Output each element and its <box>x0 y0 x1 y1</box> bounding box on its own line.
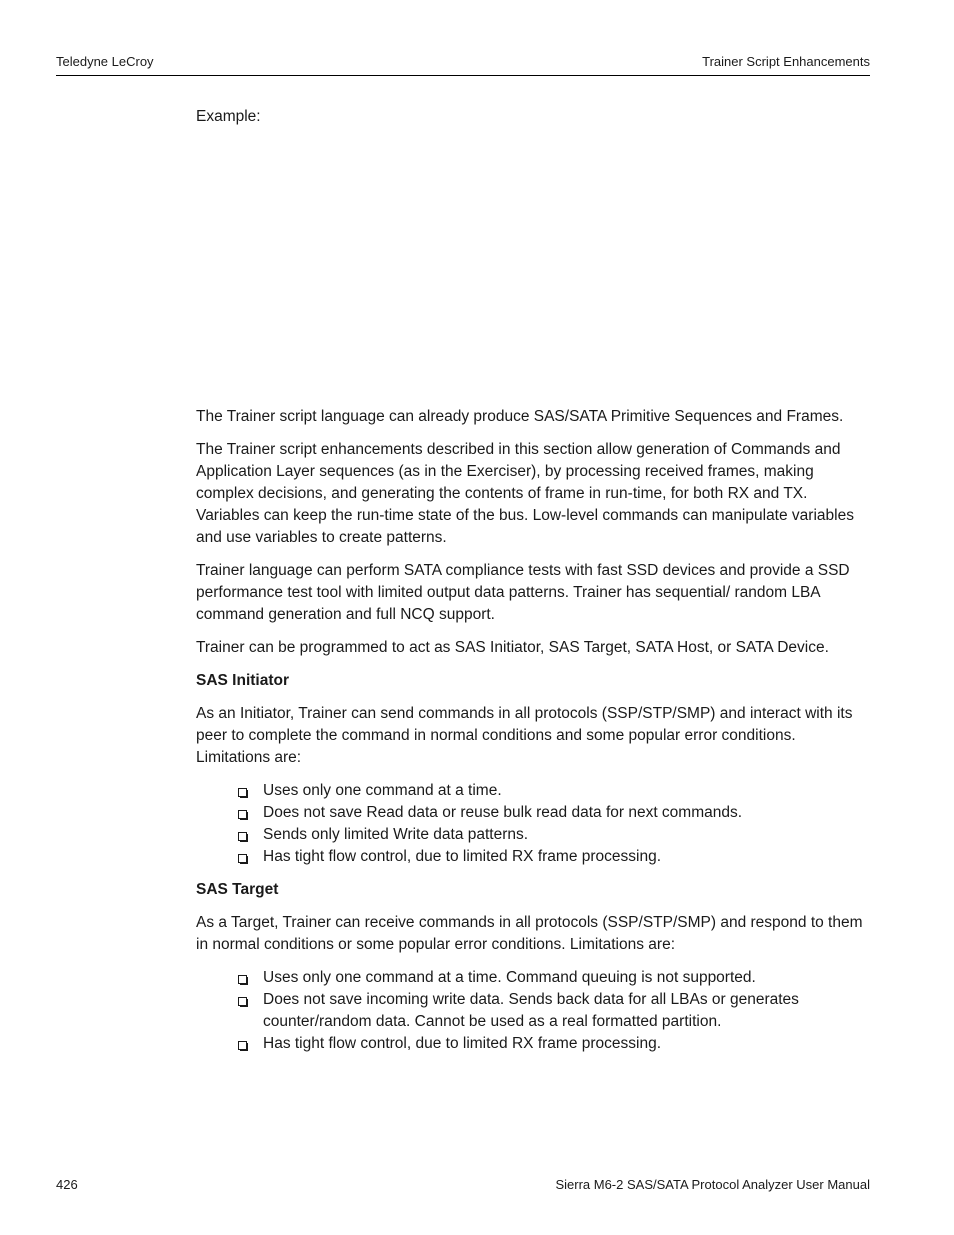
checkbox-bullet-icon <box>238 832 247 841</box>
list-item-text: Has tight flow control, due to limited RX frame processing. <box>263 848 662 865</box>
list-item <box>263 989 872 1033</box>
checkbox-bullet-icon <box>238 1041 247 1050</box>
list-item <box>263 824 872 846</box>
sas-initiator-intro: As an Initiator, Trainer can send commands in all protocols (SSP/STP/SMP) and interact with its peer to complete the command in normal conditions and some popular error conditions. Limitations are: <box>196 705 853 766</box>
page-number: 426 <box>56 1177 78 1192</box>
paragraph-intro: The Trainer script language can already produce SAS/SATA Primitive Sequences and Frames. <box>196 408 844 425</box>
list-item-text: Has tight flow control, due to limited RX frame processing. <box>263 1035 662 1052</box>
sas-target-heading: SAS Target <box>196 881 279 898</box>
list-item <box>263 780 872 802</box>
checkbox-bullet-icon <box>238 997 247 1006</box>
paragraph-compliance: Trainer language can perform SATA compliance tests with fast SSD devices and provide a SSD performance test tool with limited output data patterns. Trainer has sequential/ random LBA command generation and full NCQ support. <box>196 562 850 623</box>
list-item-text: Does not save Read data or reuse bulk read data for next commands. <box>263 804 743 821</box>
checkbox-bullet-icon <box>238 788 247 797</box>
list-item <box>263 846 872 868</box>
paragraph-roles: Trainer can be programmed to act as SAS Initiator, SAS Target, SATA Host, or SATA Device. <box>196 639 829 656</box>
list-item <box>263 1033 872 1055</box>
header-company: Teledyne LeCroy <box>56 54 154 69</box>
checkbox-bullet-icon <box>238 810 247 819</box>
list-item <box>263 967 872 989</box>
checkbox-bullet-icon <box>238 975 247 984</box>
list-item <box>263 802 872 824</box>
sas-target-intro: As a Target, Trainer can receive commands in all protocols (SSP/STP/SMP) and respond to them in normal conditions or some popular error conditions. Limitations are: <box>196 914 863 953</box>
main-content <box>196 406 872 1066</box>
example-label: Example: <box>196 108 261 125</box>
example-blank-area <box>196 135 870 395</box>
header-section-title: Trainer Script Enhancements <box>702 54 870 69</box>
checkbox-bullet-icon <box>238 854 247 863</box>
sas-target-limitations-list <box>196 967 872 1055</box>
list-item-text: Sends only limited Write data patterns. <box>263 826 529 843</box>
manual-title: Sierra M6-2 SAS/SATA Protocol Analyzer User Manual <box>555 1177 870 1192</box>
sas-initiator-heading: SAS Initiator <box>196 672 290 689</box>
page-header <box>56 53 870 76</box>
list-item-text: Does not save incoming write data. Sends back data for all LBAs or generates counter/random data. Cannot be used as a real formatted partition. <box>263 991 799 1030</box>
list-item-text: Uses only one command at a time. Command queuing is not supported. <box>263 969 756 986</box>
page-footer <box>56 1177 870 1197</box>
paragraph-enhancements: The Trainer script enhancements described in this section allow generation of Commands and Application Layer sequences (as in the Exerciser), by processing received frames, making complex decisions, and generating the contents of frame in run-time, for both RX and TX. Variables can keep the run-time state of the bus. Low-level commands can manipulate variables and use variables to create patterns. <box>196 441 854 546</box>
sas-initiator-limitations-list <box>196 780 872 868</box>
list-item-text: Uses only one command at a time. <box>263 782 502 799</box>
